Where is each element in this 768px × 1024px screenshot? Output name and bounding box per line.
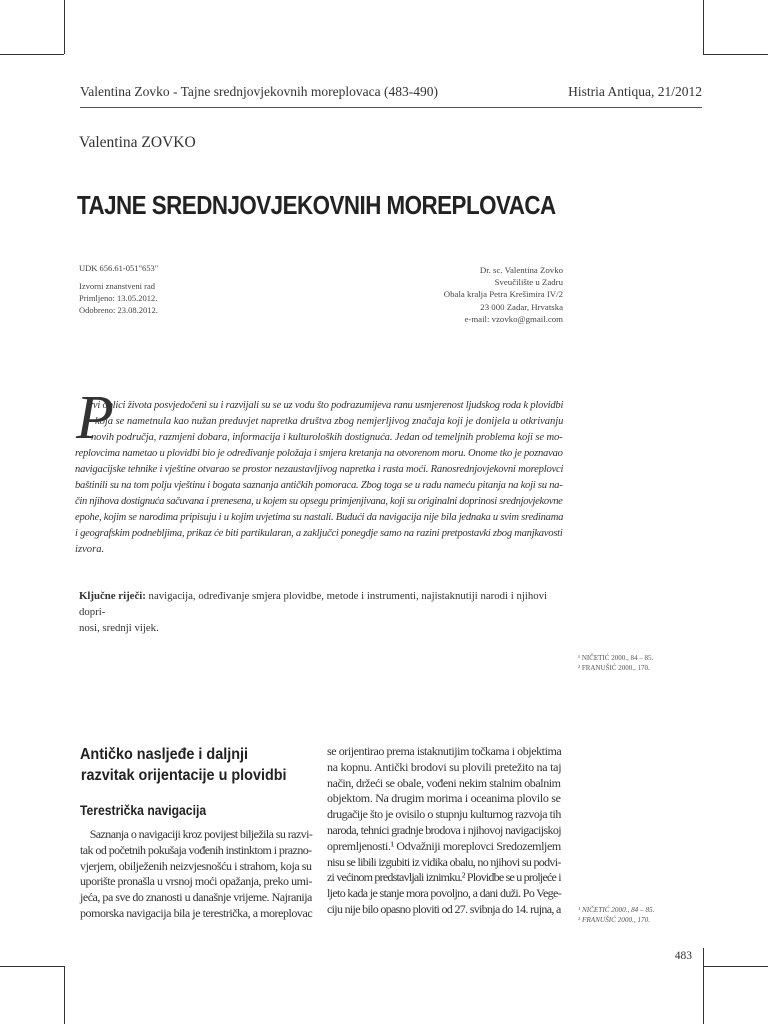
abstract-line: čin njihova dostignuća sačuvana i prenesena, u kojem su opsegu primjenjivana, koji su originalni doprinosi srednjovjekovne — [75, 496, 563, 507]
crop-mark-bottom-right-h — [703, 966, 768, 967]
section-heading-line-2: razvitak orijentacije u plovidbi — [80, 767, 287, 784]
crop-mark-bottom-left-h — [0, 966, 64, 967]
subsection-heading: Terestrička navigacija — [80, 803, 207, 818]
abstract-dropcap: P — [76, 384, 114, 452]
udk-code: UDK 656.61-051"653" — [79, 263, 159, 273]
body-line: uporište pronašla u vrsnoj moći opažanja, preko umi- — [80, 874, 312, 889]
affiliation-street: Obala kralja Petra Krešimira IV/2 — [443, 289, 563, 300]
page-number: 483 — [674, 950, 692, 962]
abstract — [75, 398, 563, 558]
body-line: se orijentirao prema istaknutijim točkama i objektima — [327, 744, 562, 758]
abstract-line: navigacijske tehnike i vještine otvarao se prostor nezaustavljivog napretka i rasta moći. Ranosrednjovjekovni moreplovci — [75, 464, 564, 475]
body-line: opremljenosti.¹ Odvažniji moreplovci Sredozemljem — [327, 838, 561, 853]
crop-mark-top-right — [703, 0, 704, 54]
abstract-line: epohe, kojim se narodima pripisuju i u kojim uvjetima su nastali. Budući da navigacija nije bila jednaka u svim sredinama — [75, 512, 564, 523]
body-line: naroda, tehnici gradnje brodova i njihovoj navigacijskoj — [327, 822, 561, 837]
body-column-left — [80, 827, 312, 922]
crop-mark-bottom-left — [64, 966, 65, 1024]
approved-date: Odobreno: 23.08.2012. — [79, 305, 158, 315]
affiliation-institution: Sveučilište u Zadru — [494, 277, 563, 288]
abstract-line: rvi oblici života posvjedočeni su i razvijali su se uz vodu što podrazumijeva ranu usmjerenost ljudskog roda k plovidbi — [89, 400, 564, 411]
abstract-line: baštinili su na tom polju vještinu i bogata saznanja antičkih pomoraca. Zbog toga se u radu nameću pitanja na koji su na- — [75, 480, 563, 491]
crop-mark-top-right-h — [703, 54, 768, 55]
keywords-label: Ključne riječi: — [79, 590, 146, 602]
abstract-line: i geografskim podnebljima, prikaz će biti partikularan, a zaključci ponegdje samo na razini pretpostavki zbog manjkavosti — [75, 528, 563, 539]
abstract-line: novih područja, razmjeni dobara, informacija i kulturoloških dostignuća. Jedan od temeljnih problema koji se mo- — [91, 432, 563, 443]
received-date: Primljeno: 13.05.2012. — [79, 293, 158, 303]
body-line: ciju nije bilo opasno ploviti od 27. svibnja do 14. rujna, a — [327, 901, 561, 916]
body-line: tak od početnih pokušaja vođenih instinktom i prazno- — [80, 842, 312, 857]
section-heading-line-1: Antičko nasljeđe i daljnji — [80, 746, 249, 763]
running-header-left: Valentina Zovko - Tajne srednjovjekovnih moreplovaca (483-490) — [80, 84, 438, 99]
author-affiliation — [444, 264, 563, 325]
abstract-line: replovcima nametao u plovidbi bio je određivanje položaja i smjera kretanja na otvorenom moru. Onome tko je poznavao — [75, 448, 563, 459]
body-line: jeća, pa sve do znanosti u današnje vrijeme. Najranija — [80, 890, 312, 905]
footnote-1: ¹ NIČETIĆ 2000., 84 – 85. — [578, 906, 655, 914]
body-line: način, držeći se obale, vođeni nekim stalnim obalnim — [327, 775, 561, 790]
body-line: pomorska navigacija bila je terestrička, a moreplovac — [80, 905, 313, 920]
author-name: Valentina ZOVKO — [79, 134, 196, 151]
affiliation-city: 23 000 Zadar, Hrvatska — [480, 301, 563, 312]
article-metadata — [79, 262, 158, 316]
crop-mark-top-left-h — [0, 54, 64, 55]
column-footnotes — [578, 906, 654, 925]
body-line: vjerjem, obilježenih neizvjesnošću i strahom, koja su — [80, 858, 312, 873]
crop-mark-bottom-right — [703, 948, 704, 1024]
body-line: Saznanja o navigaciji kroz povijest bilježila su razvi- — [80, 827, 313, 841]
section-heading — [80, 744, 287, 786]
header-rule — [80, 107, 702, 108]
keywords-line-2: nosi, srednji vijek. — [79, 622, 159, 634]
running-header-right: Histria Antiqua, 21/2012 — [568, 84, 702, 99]
abstract-line: koja se nametnula kao nužan preduvjet napretka društva zbog nemjerljivog značaja koji je donijela u otkrivanju — [95, 416, 564, 427]
margin-footnotes — [578, 653, 653, 673]
paper-type: Izvorni znanstveni rad — [79, 281, 155, 291]
affiliation-name: Dr. sc. Valentina Zovko — [479, 265, 563, 275]
body-line: nisu se libili izgubiti iz vidika obalu, no njihovi su podvi- — [327, 854, 561, 869]
body-line: zi većinom predstavljali iznimku.² Plovidbe se u proljeće i — [327, 870, 561, 885]
abstract-line: izvora. — [75, 544, 105, 555]
footnote-2: ² FRANUŠIĆ 2000., 170. — [578, 664, 650, 672]
body-line: na kopnu. Antički brodovi su plovili pretežito na taj — [327, 759, 562, 774]
keywords-line-1: navigacija, određivanje smjera plovidbe, metode i instrumenti, najistaknutiji narodi i njihovi dopri- — [79, 590, 548, 618]
body-line: objektom. Na drugim morima i oceanima plovilo se — [327, 791, 561, 806]
body-line: ljeto kada je stanje mora povoljno, a dani duži. Po Vege- — [327, 886, 562, 901]
footnote-1: ¹ NIČETIĆ 2000., 84 – 85. — [578, 654, 654, 662]
footnote-2: ² FRANUŠIĆ 2000., 170. — [578, 915, 651, 924]
article-title: TAJNE SREDNJOVJEKOVNIH MOREPLOVACA — [77, 190, 556, 220]
body-column-right — [327, 744, 561, 918]
crop-mark-top-left — [64, 0, 65, 54]
affiliation-email: e-mail: vzovko@gmail.com — [464, 313, 563, 324]
body-line: drugačije što je ovisilo o stupnju kulturnog razvoja tih — [327, 807, 561, 822]
keywords — [79, 588, 564, 636]
